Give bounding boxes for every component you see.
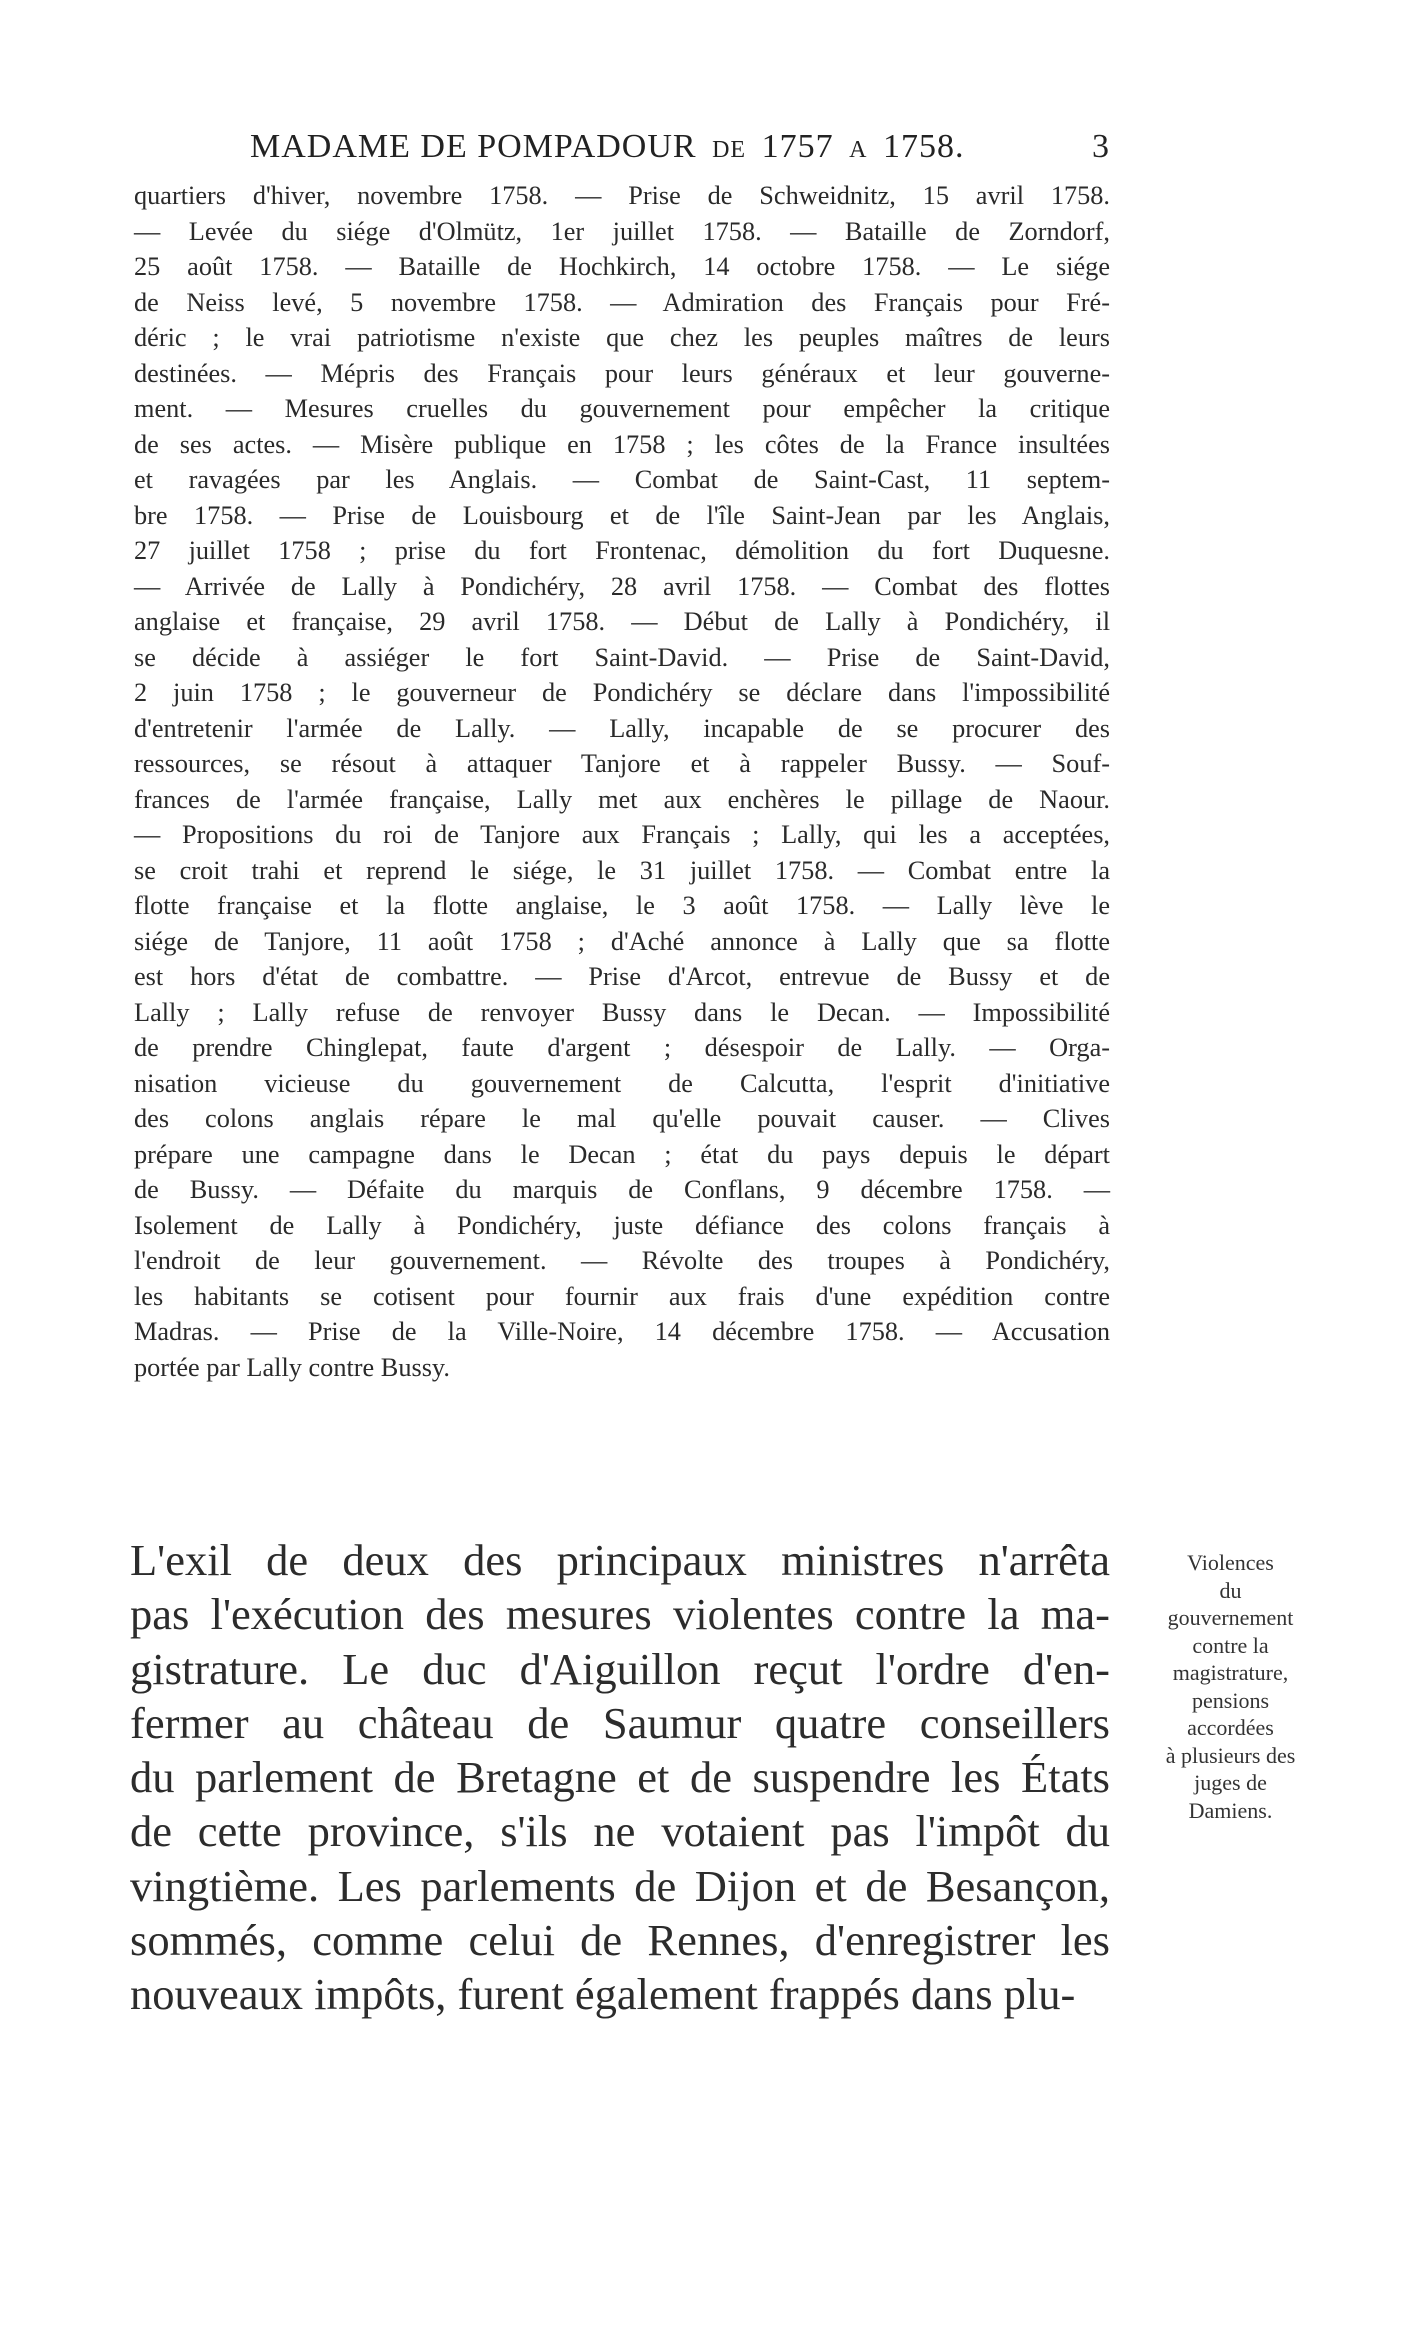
chapter-summary [134,178,1110,1385]
summary-line: 2 juin 1758 ; le gouverneur de Pondichéry se déclare dans l'impossibilité [134,678,1110,707]
summary-line: des colons anglais répare le mal qu'elle pouvait causer. — Clives [134,1104,1110,1133]
summary-line: quartiers d'hiver, novembre 1758. — Prise de Schweidnitz, 15 avril 1758. [134,181,1110,210]
running-title-a: A [849,137,868,163]
running-title-years: 1757 [761,128,834,165]
margin-note-line: magistrature, [1172,1660,1289,1685]
summary-line: se décide à assiéger le fort Saint-David. — Prise de Saint-David, [134,642,1110,672]
running-title [250,128,964,166]
body-line: du parlement de Bretagne et de suspendre les États [130,1752,1110,1803]
summary-line: de prendre Chinglepat, faute d'argent ; désespoir de Lally. — Orga- [134,1033,1110,1062]
margin-note [1128,1549,1333,1824]
summary-line: — Propositions du roi de Tanjore aux Français ; Lally, qui les a acceptées, [134,820,1110,849]
summary-line: les habitants se cotisent pour fournir aux frais d'une expédition contre [134,1281,1110,1311]
summary-line: flotte française et la flotte anglaise, le 3 août 1758. — Lally lève le [134,891,1110,920]
summary-line: bre 1758. — Prise de Louisbourg et de l'île Saint-Jean par les Anglais, [134,500,1110,530]
body-line: gistrature. Le duc d'Aiguillon reçut l'ordre d'en- [130,1643,1110,1694]
running-title-de: DE [712,137,747,163]
running-title-end: 1758. [882,128,965,165]
margin-note-line: pensions [1192,1687,1269,1713]
summary-line: et ravagées par les Anglais. — Combat de Saint-Cast, 11 septem- [134,465,1110,494]
margin-note-line: Damiens. [1188,1797,1273,1823]
summary-line: 27 juillet 1758 ; prise du fort Frontenac, démolition du fort Duquesne. [134,536,1110,565]
summary-line: ressources, se résout à attaquer Tanjore et à rappeler Bussy. — Souf- [134,749,1110,778]
margin-note-line: gouvernement [1167,1605,1294,1630]
body-line: sommés, comme celui de Rennes, d'enregistrer les [130,1915,1110,1966]
summary-line: de ses actes. — Misère publique en 1758 ; les côtes de la France insultées [134,429,1110,459]
body-line: nouveaux impôts, furent également frappés dans plu- [130,1969,1076,2020]
summary-line: se croit trahi et reprend le siége, le 31 juillet 1758. — Combat entre la [134,855,1110,885]
body-line: fermer au château de Saumur quatre conseillers [130,1697,1110,1748]
body-line: de cette province, s'ils ne votaient pas l'impôt du [130,1806,1110,1857]
summary-line: d'entretenir l'armée de Lally. — Lally, incapable de se procurer des [134,713,1110,743]
margin-note-line: Violences [1187,1550,1274,1575]
summary-line: déric ; le vrai patriotisme n'existe que chez les peuples maîtres de leurs [134,323,1110,352]
running-header [250,128,1110,166]
summary-line: — Arrivée de Lally à Pondichéry, 28 avril 1758. — Combat des flottes [134,571,1110,601]
body-line: L'exil de deux des principaux ministres n'arrêta [130,1535,1110,1585]
margin-note-line: à plusieurs des [1165,1742,1296,1768]
margin-note-line: juges de [1194,1770,1267,1795]
summary-line: portée par Lally contre Bussy. [134,1352,450,1382]
summary-line: prépare une campagne dans le Decan ; état du pays depuis le départ [134,1139,1110,1169]
body-paragraph [130,1533,1110,2022]
body-line: vingtième. Les parlements de Dijon et de Besançon, [130,1860,1110,1911]
running-title-main: MADAME DE POMPADOUR [250,128,697,165]
summary-line: Madras. — Prise de la Ville-Noire, 14 décembre 1758. — Accusation [134,1317,1110,1346]
summary-line: ment. — Mesures cruelles du gouvernement pour empêcher la critique [134,394,1110,423]
summary-line: 25 août 1758. — Bataille de Hochkirch, 14 octobre 1758. — Le siége [134,252,1110,281]
summary-line: Isolement de Lally à Pondichéry, juste défiance des colons français à [134,1210,1110,1240]
summary-line: de Bussy. — Défaite du marquis de Conflans, 9 décembre 1758. — [134,1175,1110,1204]
margin-note-line: accordées [1187,1715,1274,1740]
summary-line: — Levée du siége d'Olmütz, 1er juillet 1758. — Bataille de Zorndorf, [134,216,1110,246]
summary-line: est hors d'état de combattre. — Prise d'Arcot, entrevue de Bussy et de [134,962,1110,991]
summary-line: anglaise et française, 29 avril 1758. — Début de Lally à Pondichéry, il [134,607,1110,636]
summary-line: l'endroit de leur gouvernement. — Révolte des troupes à Pondichéry, [134,1246,1110,1275]
summary-line: siége de Tanjore, 11 août 1758 ; d'Aché annonce à Lally que sa flotte [134,926,1110,956]
summary-line: de Neiss levé, 5 novembre 1758. — Admiration des Français pour Fré- [134,287,1110,317]
margin-note-line: du [1219,1577,1242,1603]
summary-line: frances de l'armée française, Lally met aux enchères le pillage de Naour. [134,784,1110,814]
summary-line: nisation vicieuse du gouvernement de Calcutta, l'esprit d'initiative [134,1068,1110,1098]
page-number: 3 [1092,128,1110,165]
margin-note-line: contre la [1192,1632,1269,1658]
summary-line: Lally ; Lally refuse de renvoyer Bussy dans le Decan. — Impossibilité [134,997,1110,1027]
summary-line: destinées. — Mépris des Français pour leurs généraux et leur gouverne- [134,358,1110,388]
body-line: pas l'exécution des mesures violentes contre la ma- [130,1589,1110,1640]
